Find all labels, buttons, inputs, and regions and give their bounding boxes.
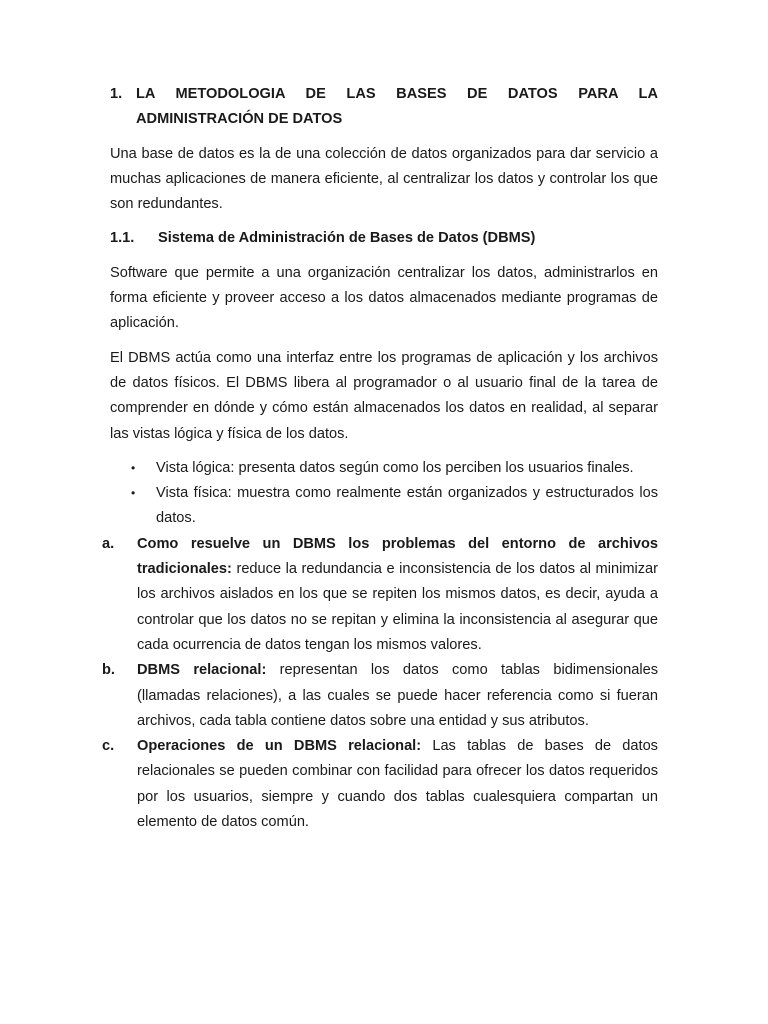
list-item-label: a. <box>102 535 115 552</box>
section-title <box>136 82 658 133</box>
list-item-text: reduce la redundancia e inconsistencia de los datos al minimizar los archivos aislados en los que se repiten los mismos datos, es decir, ayuda a controlar que los datos no se repitan y elimina la inconsistencia al asegurar que cada ocurrencia de datos tengan los mismos valores. <box>137 561 658 653</box>
list-item-term: Como resuelve un DBMS los problemas del entorno de archivos tradicionales: <box>137 535 658 578</box>
list-item-label: c. <box>102 738 115 755</box>
subsection-heading <box>110 226 658 251</box>
list-item-body <box>137 658 658 734</box>
list-item <box>110 456 658 481</box>
list-item <box>102 532 658 658</box>
document-content <box>102 82 658 835</box>
list-item-text: Vista física: muestra como realmente están organizados y estructurados los datos. <box>156 485 658 527</box>
bullet-list <box>110 456 658 532</box>
list-item-term: Operaciones de un DBMS relacional: <box>137 738 422 755</box>
subsection-title: Sistema de Administración de Bases de Datos (DBMS) <box>158 230 536 247</box>
list-item-text: Las tablas de bases de datos relacionales se pueden combinar con facilidad para ofrecer los datos requeridos por los usuarios, siempre y cuando dos tablas cualesquiera compartan un elemento de datos común. <box>137 738 658 831</box>
bullet-icon: • <box>131 460 136 475</box>
section-title-line-2: ADMINISTRACIÓN DE DATOS <box>136 111 343 128</box>
section-number: 1. <box>110 86 123 102</box>
lettered-list <box>102 532 658 836</box>
list-item <box>102 734 658 835</box>
list-item-term: DBMS relacional: <box>137 662 267 679</box>
intro-paragraph: Una base de datos es la de una colección de datos organizados para dar servicio a muchas aplicaciones de manera eficiente, al centralizar los datos y controlar los que son redundantes. <box>110 145 658 213</box>
paragraph: El DBMS actúa como una interfaz entre los programas de aplicación y los archivos de datos físicos. El DBMS libera al programador o al usuario final de la tarea de comprender en dónde y cómo están almacenados los datos en realidad, al separar las vistas lógica y física de los datos. <box>110 349 658 442</box>
list-item-text: Vista lógica: presenta datos según como los perciben los usuarios finales. <box>156 459 634 476</box>
list-item-text: representan los datos como tablas bidimensionales (llamadas relaciones), a las cuales se puede hacer referencia como si fueran archivos, cada tabla contiene datos sobre una entidad y sus atributos. <box>137 662 658 729</box>
paragraph: Software que permite a una organización centralizar los datos, administrarlos en forma eficiente y proveer acceso a los datos almacenados mediante programas de aplicación. <box>110 264 658 332</box>
list-item <box>102 658 658 734</box>
list-item-label: b. <box>102 662 115 679</box>
subsection-number: 1.1. <box>110 230 135 247</box>
list-item-body <box>137 734 658 835</box>
list-item-body <box>137 532 658 658</box>
list-item <box>110 481 658 532</box>
section-heading <box>110 82 658 133</box>
section-title-line-1: LA METODOLOGIA DE LAS BASES DE DATOS PARA LA <box>136 86 658 102</box>
bullet-icon: • <box>131 486 136 501</box>
